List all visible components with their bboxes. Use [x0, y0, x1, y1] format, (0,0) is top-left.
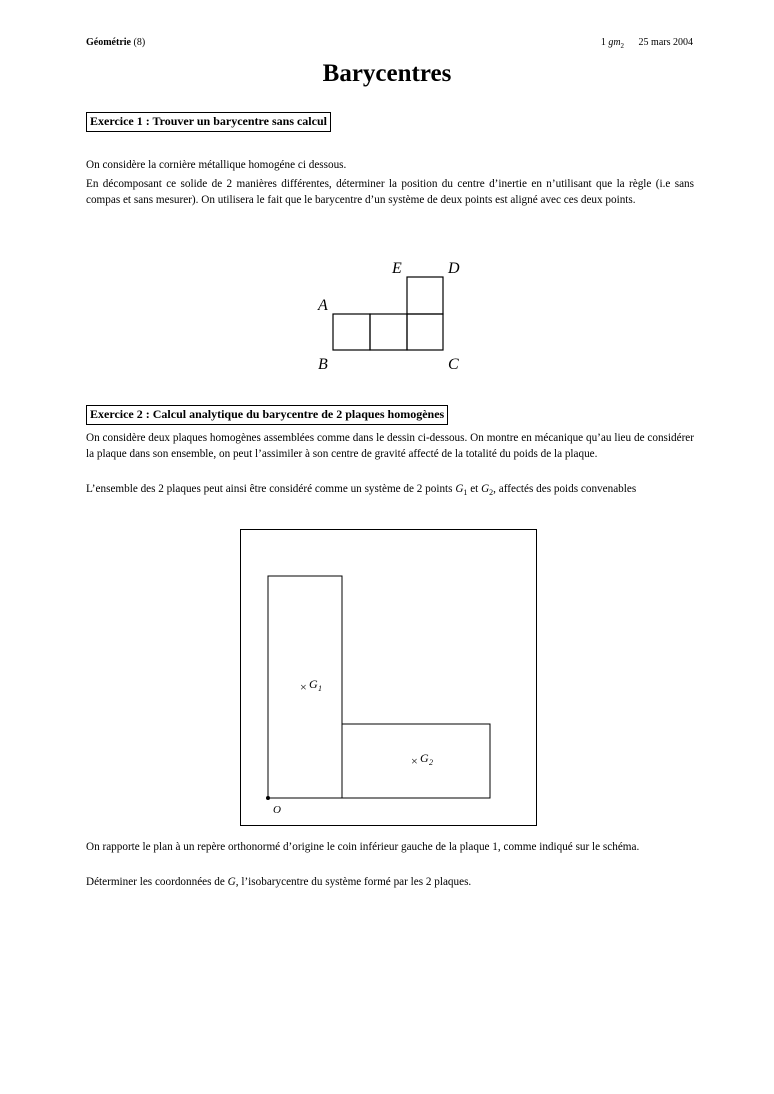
header-number: (8) — [133, 37, 146, 48]
exercise-2-paragraph-4: Déterminer les coordonnées de G, l’isobarycentre du système formé par les 2 plaques. — [86, 876, 472, 888]
origin-label: O — [273, 804, 281, 816]
running-header-left — [86, 37, 145, 48]
g1-label: G — [309, 677, 318, 691]
g2-subscript: 2 — [429, 758, 433, 767]
square-3 — [407, 314, 443, 350]
exercise-2-heading: Exercice 2 : Calcul analytique du barycentre de 2 plaques homogènes — [86, 405, 448, 425]
label-b: B — [318, 356, 328, 373]
exercise-2-paragraph-1: On considère deux plaques homogènes assemblées comme dans le dessin ci-dessous. On montre en mécanique qu’au lieu de considérer la plaque dans son ensemble, on peut l’assimiler à son centre de gravité affecté de la totalité du poids de la plaque. — [86, 432, 694, 460]
g1-subscript: 1 — [318, 684, 322, 693]
running-header-right — [601, 37, 693, 50]
label-c: C — [448, 356, 459, 373]
g2-cross-icon: × — [411, 754, 418, 768]
label-e: E — [392, 260, 402, 277]
page-title: Barycentres — [322, 60, 452, 87]
exercise-1-paragraph-2: En décomposant ce solide de 2 manières différentes, déterminer la position du centre d’inertie en n’utilisant que la règle (i.e sans compas et sans mesurer). On utilisera le fait que le barycentre d’un système de deux points est aligné avec ces deux points. — [86, 178, 694, 206]
figure-frame — [241, 530, 537, 826]
plates-figure — [238, 527, 540, 829]
label-d: D — [448, 260, 460, 277]
square-1 — [333, 314, 370, 350]
origin-point — [266, 796, 270, 800]
square-4 — [407, 277, 443, 314]
exercise-1-paragraph-1: On considère la cornière métallique homogéne ci dessous. — [86, 159, 347, 171]
corner-figure — [300, 250, 480, 380]
header-class: 1 $gm_2$ — [600, 37, 625, 50]
square-2 — [370, 314, 407, 350]
exercise-2-paragraph-3: On rapporte le plan à un repère orthonormé d’origine le coin inférieur gauche de la plaque 1, comme indiqué sur le schéma. — [86, 841, 640, 853]
g2-label: G — [420, 751, 429, 765]
exercise-2-paragraph-2: L’ensemble des 2 plaques peut ainsi être considéré comme un système de 2 points $G_1$ et $G_2$, affectés des poids convenables — [86, 483, 637, 498]
header-subject: Géométrie — [86, 37, 131, 48]
g1-cross-icon: × — [300, 680, 307, 694]
label-a: A — [318, 297, 328, 314]
header-date: 25 mars 2004 — [638, 37, 693, 48]
exercise-1-heading: Exercice 1 : Trouver un barycentre sans calcul — [86, 112, 331, 132]
